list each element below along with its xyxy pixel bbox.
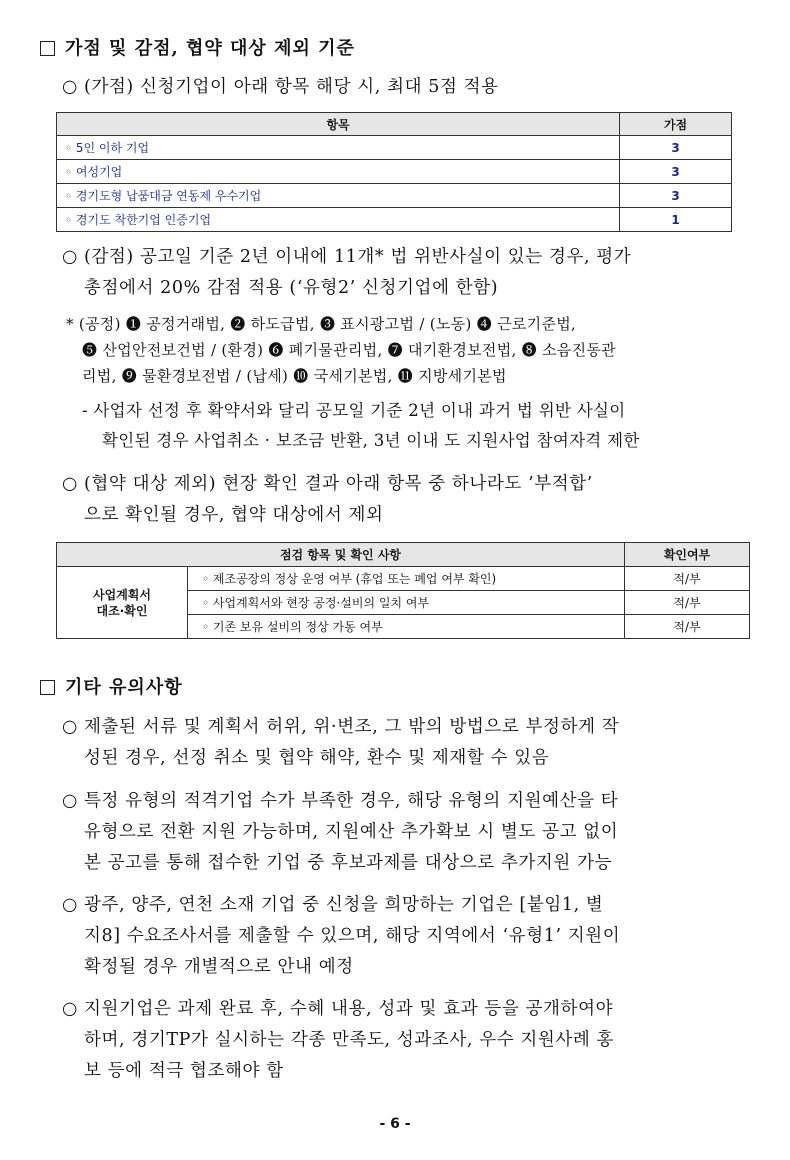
exclusion-line: (협약 대상 제외) 현장 확인 결과 아래 항목 중 하나라도 ’부적합’ <box>84 474 593 494</box>
dash-line: 확인된 경우 사업취소 · 보조금 반환, 3년 이내 도 지원사업 참여자격 제한 <box>102 431 640 450</box>
bonus-table <box>56 112 732 232</box>
check-value: 적/부 <box>625 591 750 615</box>
check-item: ◦ 사업계획서와 현장 공정·설비의 일치 여부 <box>188 591 625 615</box>
circle-bullet-icon: ○ <box>62 77 78 97</box>
note-line: 지원기업은 과제 완료 후, 수혜 내용, 성과 및 효과 등을 공개하여야 <box>84 999 614 1019</box>
check-category <box>57 567 188 639</box>
notes-item <box>62 890 620 983</box>
exclusion-paragraph <box>62 469 593 531</box>
notes-item <box>62 712 619 774</box>
note-line: 보 등에 적극 협조해야 함 <box>84 1061 284 1081</box>
law-line: * (공정) ❶ 공정거래법, ❷ 하도급법, ❸ 표시광고법 / (노동) ❹ 근로기준법, <box>66 315 577 333</box>
table-row <box>57 184 732 208</box>
table-row <box>57 136 732 160</box>
bonus-score: 3 <box>620 184 732 208</box>
table-row <box>57 567 750 591</box>
penalty-paragraph <box>62 242 631 304</box>
bonus-intro-text: (가점) 신청기업이 아래 항목 해당 시, 최대 5점 적용 <box>84 77 499 97</box>
note-line: 제출된 서류 및 계획서 허위, 위·변조, 그 밖의 방법으로 부정하게 작 <box>84 717 620 737</box>
circle-bullet-icon: ○ <box>62 474 78 494</box>
notes-item <box>62 994 614 1087</box>
circle-bullet-icon: ○ <box>62 717 78 737</box>
note-line: 특정 유형의 적격기업 수가 부족한 경우, 해당 유형의 지원예산을 타 <box>84 791 619 811</box>
note-line: 하며, 경기TP가 실시하는 각종 만족도, 성과조사, 우수 지원사례 홍 <box>84 1030 615 1050</box>
check-value: 적/부 <box>625 615 750 639</box>
law-footnote <box>66 311 616 389</box>
law-line: 리법, ❾ 물환경보전법 / (납세) ❿ 국세기본법, ⓫ 지방세기본법 <box>82 367 507 385</box>
check-value: 적/부 <box>625 567 750 591</box>
bonus-score: 3 <box>620 136 732 160</box>
header-confirmed: 확인여부 <box>625 543 750 567</box>
dash-line: - 사업자 선정 후 확약서와 달리 공모일 기준 2년 이내 과거 법 위반 사실이 <box>82 401 626 420</box>
table-row <box>57 160 732 184</box>
checkbox-square-icon <box>40 680 55 695</box>
penalty-line: 총점에서 20% 감점 적용 (‘유형2’ 신청기업에 한함) <box>84 278 499 298</box>
dash-note <box>82 396 640 456</box>
section-title: 가점 및 감점, 협약 대상 제외 기준 <box>65 38 355 59</box>
section-title: 기타 유의사항 <box>65 677 183 698</box>
note-line: 지8] 수요조사서를 제출할 수 있으며, 해당 지역에서 ‘유형1’ 지원이 <box>84 926 621 946</box>
section-heading-notes <box>40 673 183 699</box>
check-item: ◦ 기존 보유 설비의 정상 가동 여부 <box>188 615 625 639</box>
circle-bullet-icon: ○ <box>62 247 78 267</box>
header-score: 가점 <box>620 113 732 136</box>
exclusion-line: 으로 확인될 경우, 협약 대상에서 제외 <box>84 505 384 525</box>
note-line: 성된 경우, 선정 취소 및 협약 해약, 환수 및 제재할 수 있음 <box>84 748 550 768</box>
note-line: 확정될 경우 개별적으로 안내 예정 <box>84 957 354 977</box>
page-number: - 6 - <box>379 1116 411 1132</box>
bonus-score: 3 <box>620 160 732 184</box>
bonus-score: 1 <box>620 208 732 232</box>
bonus-item: ◦ 5인 이하 기업 <box>57 136 620 160</box>
category-line: 사업계획서 <box>93 587 151 602</box>
bonus-intro <box>62 72 499 103</box>
note-line: 본 공고를 통해 접수한 기업 중 후보과제를 대상으로 추가지원 가능 <box>84 853 613 873</box>
header-check-items: 점검 항목 및 확인 사항 <box>57 543 625 567</box>
bonus-item: ◦ 경기도형 납품대금 연동제 우수기업 <box>57 184 620 208</box>
circle-bullet-icon: ○ <box>62 791 78 811</box>
section-heading-criteria <box>40 34 355 60</box>
note-line: 유형으로 전환 지원 가능하며, 지원예산 추가확보 시 별도 공고 없이 <box>84 822 619 842</box>
checkbox-square-icon <box>40 41 55 56</box>
notes-item <box>62 786 618 879</box>
law-line: ❺ 산업안전보건법 / (환경) ❻ 폐기물관리법, ❼ 대기환경보전법, ❽ 소음진동관 <box>82 341 616 359</box>
header-item: 항목 <box>57 113 620 136</box>
table-row <box>57 208 732 232</box>
bonus-item: ◦ 여성기업 <box>57 160 620 184</box>
circle-bullet-icon: ○ <box>62 895 78 915</box>
check-item: ◦ 제조공장의 정상 운영 여부 (휴업 또는 폐업 여부 확인) <box>188 567 625 591</box>
circle-bullet-icon: ○ <box>62 999 78 1019</box>
penalty-line: (감점) 공고일 기준 2년 이내에 11개* 법 위반사실이 있는 경우, 평가 <box>84 247 632 267</box>
bonus-item: ◦ 경기도 착한기업 인증기업 <box>57 208 620 232</box>
check-table <box>56 542 750 639</box>
category-line: 대조·확인 <box>96 603 148 618</box>
note-line: 광주, 양주, 연천 소재 기업 중 신청을 희망하는 기업은 [붙임1, 별 <box>84 895 604 915</box>
